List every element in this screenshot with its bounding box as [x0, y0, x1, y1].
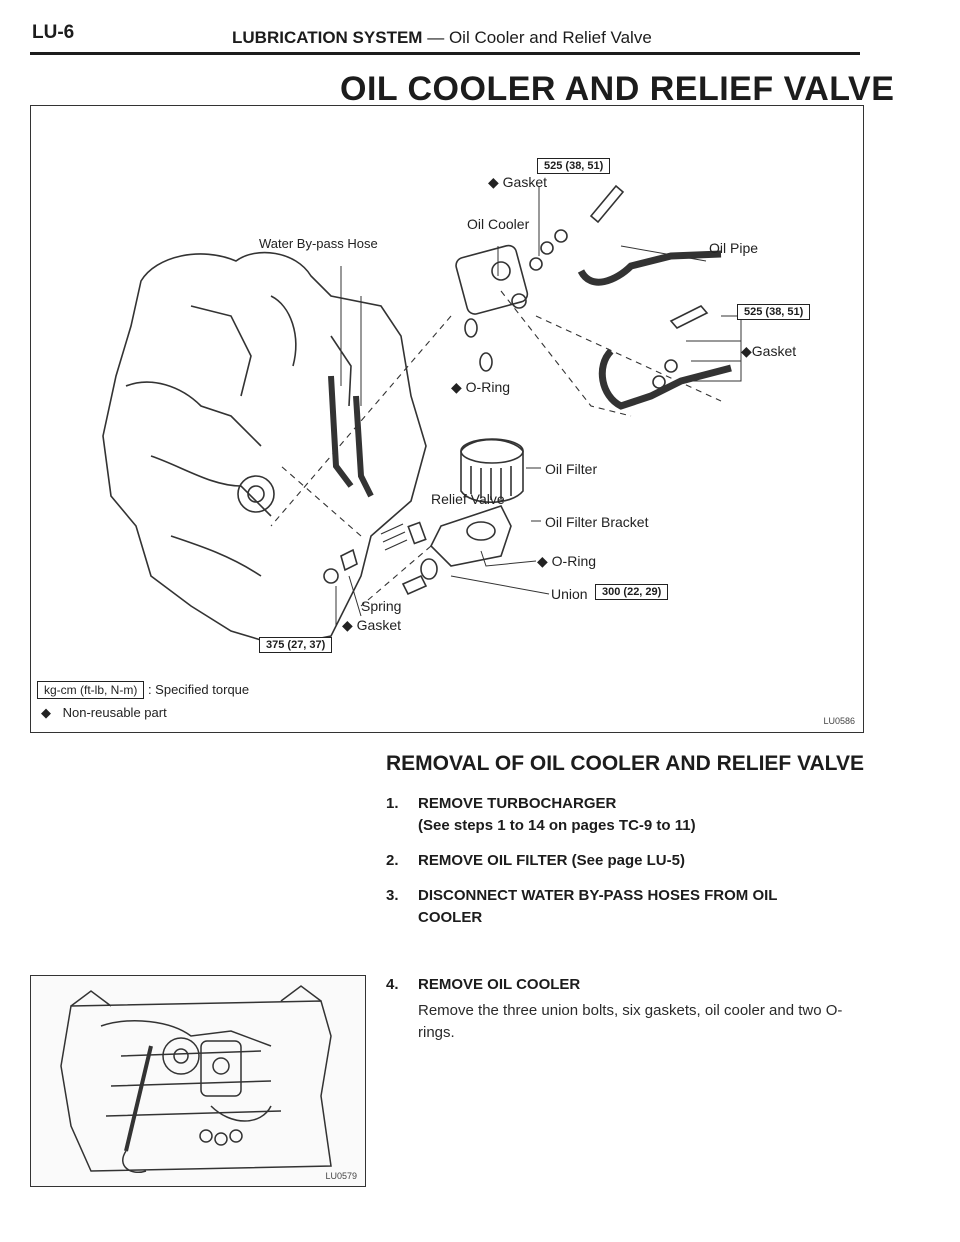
torque-top-badge: 525 (38, 51): [537, 158, 610, 174]
water-bypass-hose-label: Water By-pass Hose: [259, 236, 378, 251]
torque-union-badge: 300 (22, 29): [595, 584, 668, 600]
o-ring-low-label: ◆ O-Ring: [537, 553, 597, 569]
removal-illustration: [30, 975, 366, 1187]
step-number: 4.: [386, 976, 399, 993]
relief-valve-label: Relief Valve: [431, 491, 505, 507]
subsection-name: Oil Cooler and Relief Valve: [448, 28, 652, 47]
step-text: REMOVE TURBOCHARGER: [418, 795, 617, 812]
step-3: [386, 887, 777, 904]
step-text: REMOVE OIL FILTER (See page LU-5): [418, 852, 685, 869]
exploded-diagram: [30, 105, 864, 733]
spring-label: Spring: [361, 598, 402, 614]
header-rule: [30, 52, 860, 55]
gasket-bottom-label: ◆ Gasket: [342, 617, 402, 633]
page-code: LU-6: [32, 22, 75, 43]
figure-code: LU0586: [823, 716, 855, 726]
oil-filter-label: Oil Filter: [545, 461, 598, 477]
step-number: 1.: [386, 795, 399, 812]
running-header: [232, 28, 652, 48]
oil-cooler-removal-drawing: [31, 976, 365, 1186]
step-1-sub: (See steps 1 to 14 on pages TC-9 to 11): [418, 817, 696, 834]
union-label: Union: [551, 586, 588, 602]
step-text: REMOVE OIL COOLER: [418, 976, 581, 993]
torque-right-badge: 525 (38, 51): [737, 304, 810, 320]
torque-legend: [37, 682, 249, 697]
torque-unit-box: kg-cm (ft-lb, N-m): [37, 681, 144, 699]
torque-legend-desc: : Specified torque: [147, 682, 250, 697]
page-title: OIL COOLER AND RELIEF VALVE: [340, 70, 895, 108]
section-title: REMOVAL OF OIL COOLER AND RELIEF VALVE: [386, 752, 864, 775]
photo-figure-code: LU0579: [325, 1171, 357, 1181]
oil-filter-bracket-label: Oil Filter Bracket: [545, 514, 649, 530]
header-separator: —: [427, 28, 445, 47]
nonreusable-desc: Non-reusable part: [62, 705, 167, 720]
gasket-top-label: ◆ Gasket: [488, 174, 548, 190]
step-number: 2.: [386, 852, 399, 869]
section-name: LUBRICATION SYSTEM: [232, 28, 423, 47]
step-text: DISCONNECT WATER BY-PASS HOSES FROM OIL: [418, 887, 778, 904]
o-ring-mid-label: ◆ O-Ring: [451, 379, 511, 395]
engine-drawing: [31, 106, 863, 732]
oil-pipe-label: Oil Pipe: [709, 240, 759, 256]
step-4-note: Remove the three union bolts, six gaskets, oil cooler and two O-rings.: [418, 1002, 843, 1041]
step-3-sub: COOLER: [418, 909, 483, 926]
nonreusable-legend: [41, 705, 167, 721]
oil-cooler-label: Oil Cooler: [467, 216, 530, 232]
torque-bottom-badge: 375 (27, 37): [259, 637, 332, 653]
step-2: [386, 852, 685, 869]
gasket-right-label: ◆Gasket: [741, 343, 797, 359]
step-1: [386, 795, 616, 812]
step-number: 3.: [386, 887, 399, 904]
step-4: [386, 976, 580, 993]
nonreusable-symbol: ◆: [41, 705, 51, 720]
